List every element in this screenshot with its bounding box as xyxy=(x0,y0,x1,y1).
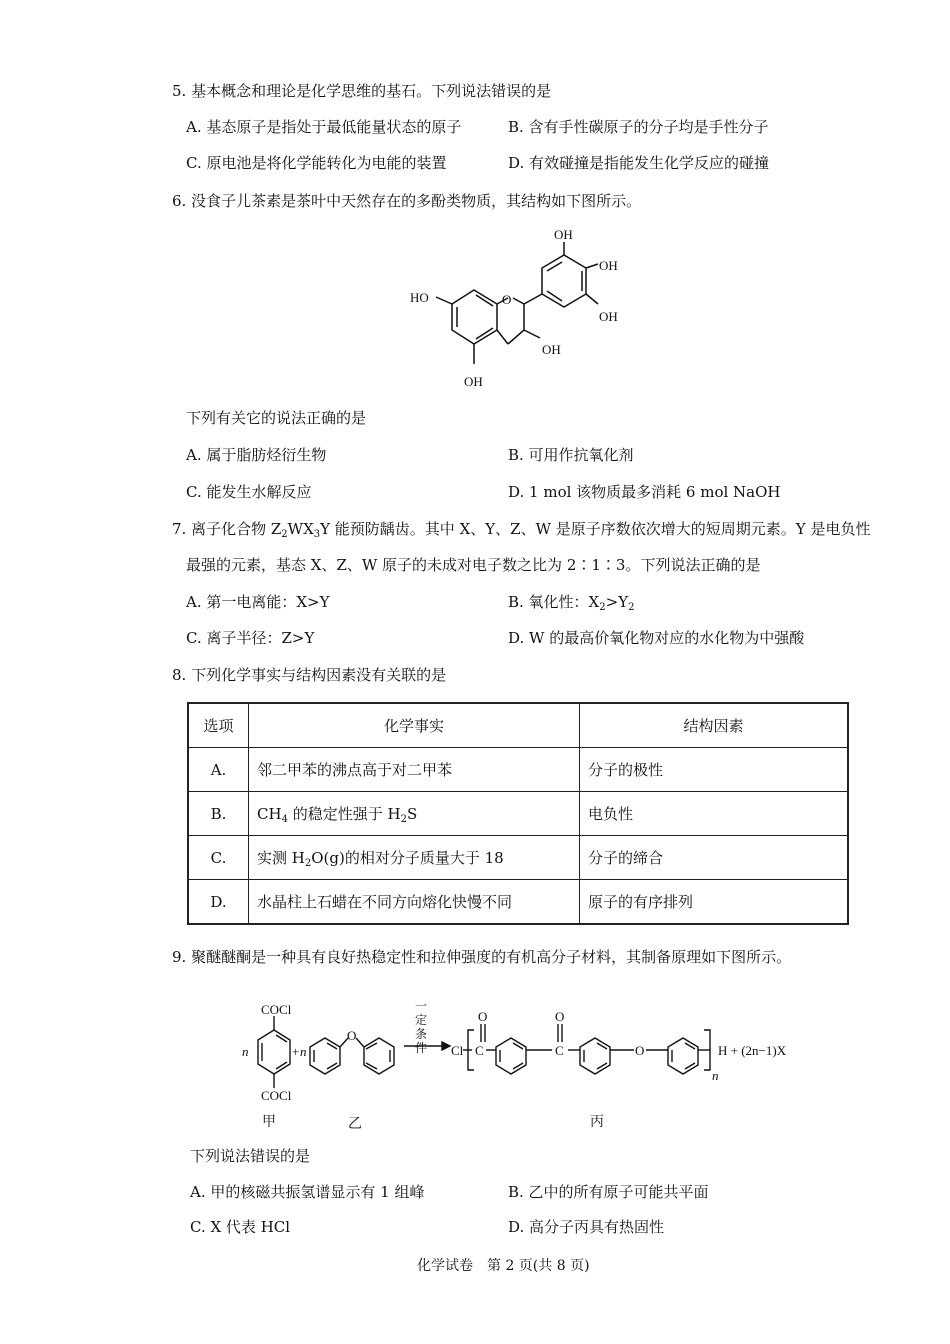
ho-label-a-ring: HO xyxy=(410,290,429,305)
row-option: D. xyxy=(188,880,249,925)
condition-char-3: 条 xyxy=(415,1027,428,1041)
q6-option-d: D. 1 mol 该物质最多消耗 6 mol NaOH xyxy=(508,483,781,501)
q9-sub-stem: 下列说法错误的是 xyxy=(190,1147,311,1165)
q6-option-b: B. 可用作抗氧化剂 xyxy=(508,446,634,464)
ring-oxygen-label: O xyxy=(502,292,512,307)
q6-stem: 6. 没食子儿茶素是茶叶中天然存在的多酚类物质，其结构如下图所示。 xyxy=(172,192,642,210)
q9-stem: 9. 聚醚醚酮是一种具有良好热稳定性和拉伸强度的有机高分子材料，其制备原理如下图所示。 xyxy=(172,948,792,966)
gallocatechin-structure xyxy=(400,222,640,398)
q7-option-b: B. 氧化性：$X_2>Y_2$ xyxy=(508,593,635,613)
n-coefficient-jia: n xyxy=(242,1044,249,1059)
condition-char-1: 一 xyxy=(415,999,428,1013)
q5-option-b: B. 含有手性碳原子的分子均是手性分子 xyxy=(508,118,769,136)
row-option: C. xyxy=(188,836,249,880)
row-fact: $CH_4$ 的稳定性强于 $H_2S$ xyxy=(249,792,580,836)
table-row xyxy=(188,792,848,836)
page-footer: 化学试卷 第 2 页(共 8 页) xyxy=(417,1258,590,1274)
ether-oxygen-bing: O xyxy=(635,1043,645,1058)
q5-stem: 5. 基本概念和理论是化学思维的基石。下列说法错误的是 xyxy=(172,82,552,100)
row-option: B. xyxy=(188,792,249,836)
n-repeat-index: n xyxy=(712,1068,719,1083)
cocl-top-label: COCl xyxy=(261,1002,292,1017)
q9-option-a: A. 甲的核磁共振氢谱显示有 1 组峰 xyxy=(190,1183,425,1201)
q6-sub-stem: 下列有关它的说法正确的是 xyxy=(186,409,367,427)
oh-label-b-ring-right: OH xyxy=(599,258,618,273)
oh-label-b-ring-bottom: OH xyxy=(599,309,618,324)
header-fact: 化学事实 xyxy=(249,703,580,748)
row-factor: 电负性 xyxy=(580,792,849,836)
q5-option-a: A. 基态原子是指处于最低能量状态的原子 xyxy=(186,118,462,136)
q6-option-a: A. 属于脂肪烃衍生物 xyxy=(186,446,327,464)
q9-option-c: C. X 代表 HCl xyxy=(190,1218,291,1236)
n-coefficient-yi: n xyxy=(300,1044,307,1059)
table-row xyxy=(188,836,848,880)
q7-option-a: A. 第一电离能：X>Y xyxy=(186,593,330,611)
q9-option-b: B. 乙中的所有原子可能共平面 xyxy=(508,1183,709,1201)
row-factor: 原子的有序排列 xyxy=(580,880,849,925)
row-factor: 分子的极性 xyxy=(580,748,849,792)
table-header-row xyxy=(188,703,848,748)
q5-option-c: C. 原电池是将化学能转化为电能的装置 xyxy=(186,154,447,172)
label-jia: 甲 xyxy=(262,1115,276,1130)
q8-table xyxy=(187,702,849,925)
row-fact: 实测 $H_2O(g)$的相对分子质量大于 18 xyxy=(249,836,580,880)
label-yi: 乙 xyxy=(348,1117,362,1132)
carbonyl-c-2: C xyxy=(555,1043,564,1058)
label-bing: 丙 xyxy=(590,1115,604,1130)
table-row xyxy=(188,880,848,925)
table-row xyxy=(188,748,848,792)
q7-stem-line2: 最强的元素，基态 X、Z、W 原子的未成对电子数之比为 2∶1∶3。下列说法正确的是 xyxy=(186,556,761,574)
cocl-bottom-label: COCl xyxy=(261,1088,292,1103)
q7-option-d: D. W 的最高价氧化物对应的水化物为中强酸 xyxy=(508,629,805,647)
q8-stem: 8. 下列化学事实与结构因素没有关联的是 xyxy=(172,666,447,684)
oh-label-b-ring-top: OH xyxy=(554,227,573,242)
q5-option-d: D. 有效碰撞是指能发生化学反应的碰撞 xyxy=(508,154,770,172)
carbonyl-o-1: O xyxy=(478,1009,488,1024)
row-factor: 分子的缔合 xyxy=(580,836,849,880)
header-factor: 结构因素 xyxy=(580,703,849,748)
q9-option-d: D. 高分子丙具有热固性 xyxy=(508,1218,665,1236)
ether-oxygen-yi: O xyxy=(347,1028,357,1043)
row-option: A. xyxy=(188,748,249,792)
chlorine-label: Cl xyxy=(451,1043,464,1058)
q6-option-c: C. 能发生水解反应 xyxy=(186,483,312,501)
condition-char-2: 定 xyxy=(415,1013,428,1027)
q7-stem-line1: 7. 离子化合物 $Z_2WX_3Y$ 能预防龋齿。其中 X、Y、Z、W 是原子序数依次增大的短周期元素。Y 是电负性 xyxy=(172,520,871,540)
oh-label-c-ring: OH xyxy=(542,342,561,357)
row-fact: 水晶柱上石蜡在不同方向熔化快慢不同 xyxy=(249,880,580,925)
h-end-and-byproduct: H + (2n−1)X xyxy=(718,1043,787,1058)
header-option: 选项 xyxy=(188,703,249,748)
peek-synthesis-scheme xyxy=(230,999,830,1138)
condition-char-4: 件 xyxy=(415,1041,428,1055)
plus-sign: + xyxy=(292,1044,300,1059)
row-fact: 邻二甲苯的沸点高于对二甲苯 xyxy=(249,748,580,792)
carbonyl-o-2: O xyxy=(555,1009,565,1024)
carbonyl-c-1: C xyxy=(475,1043,484,1058)
q7-option-c: C. 离子半径：Z>Y xyxy=(186,629,315,647)
oh-label-a-ring-bottom: OH xyxy=(464,374,483,389)
